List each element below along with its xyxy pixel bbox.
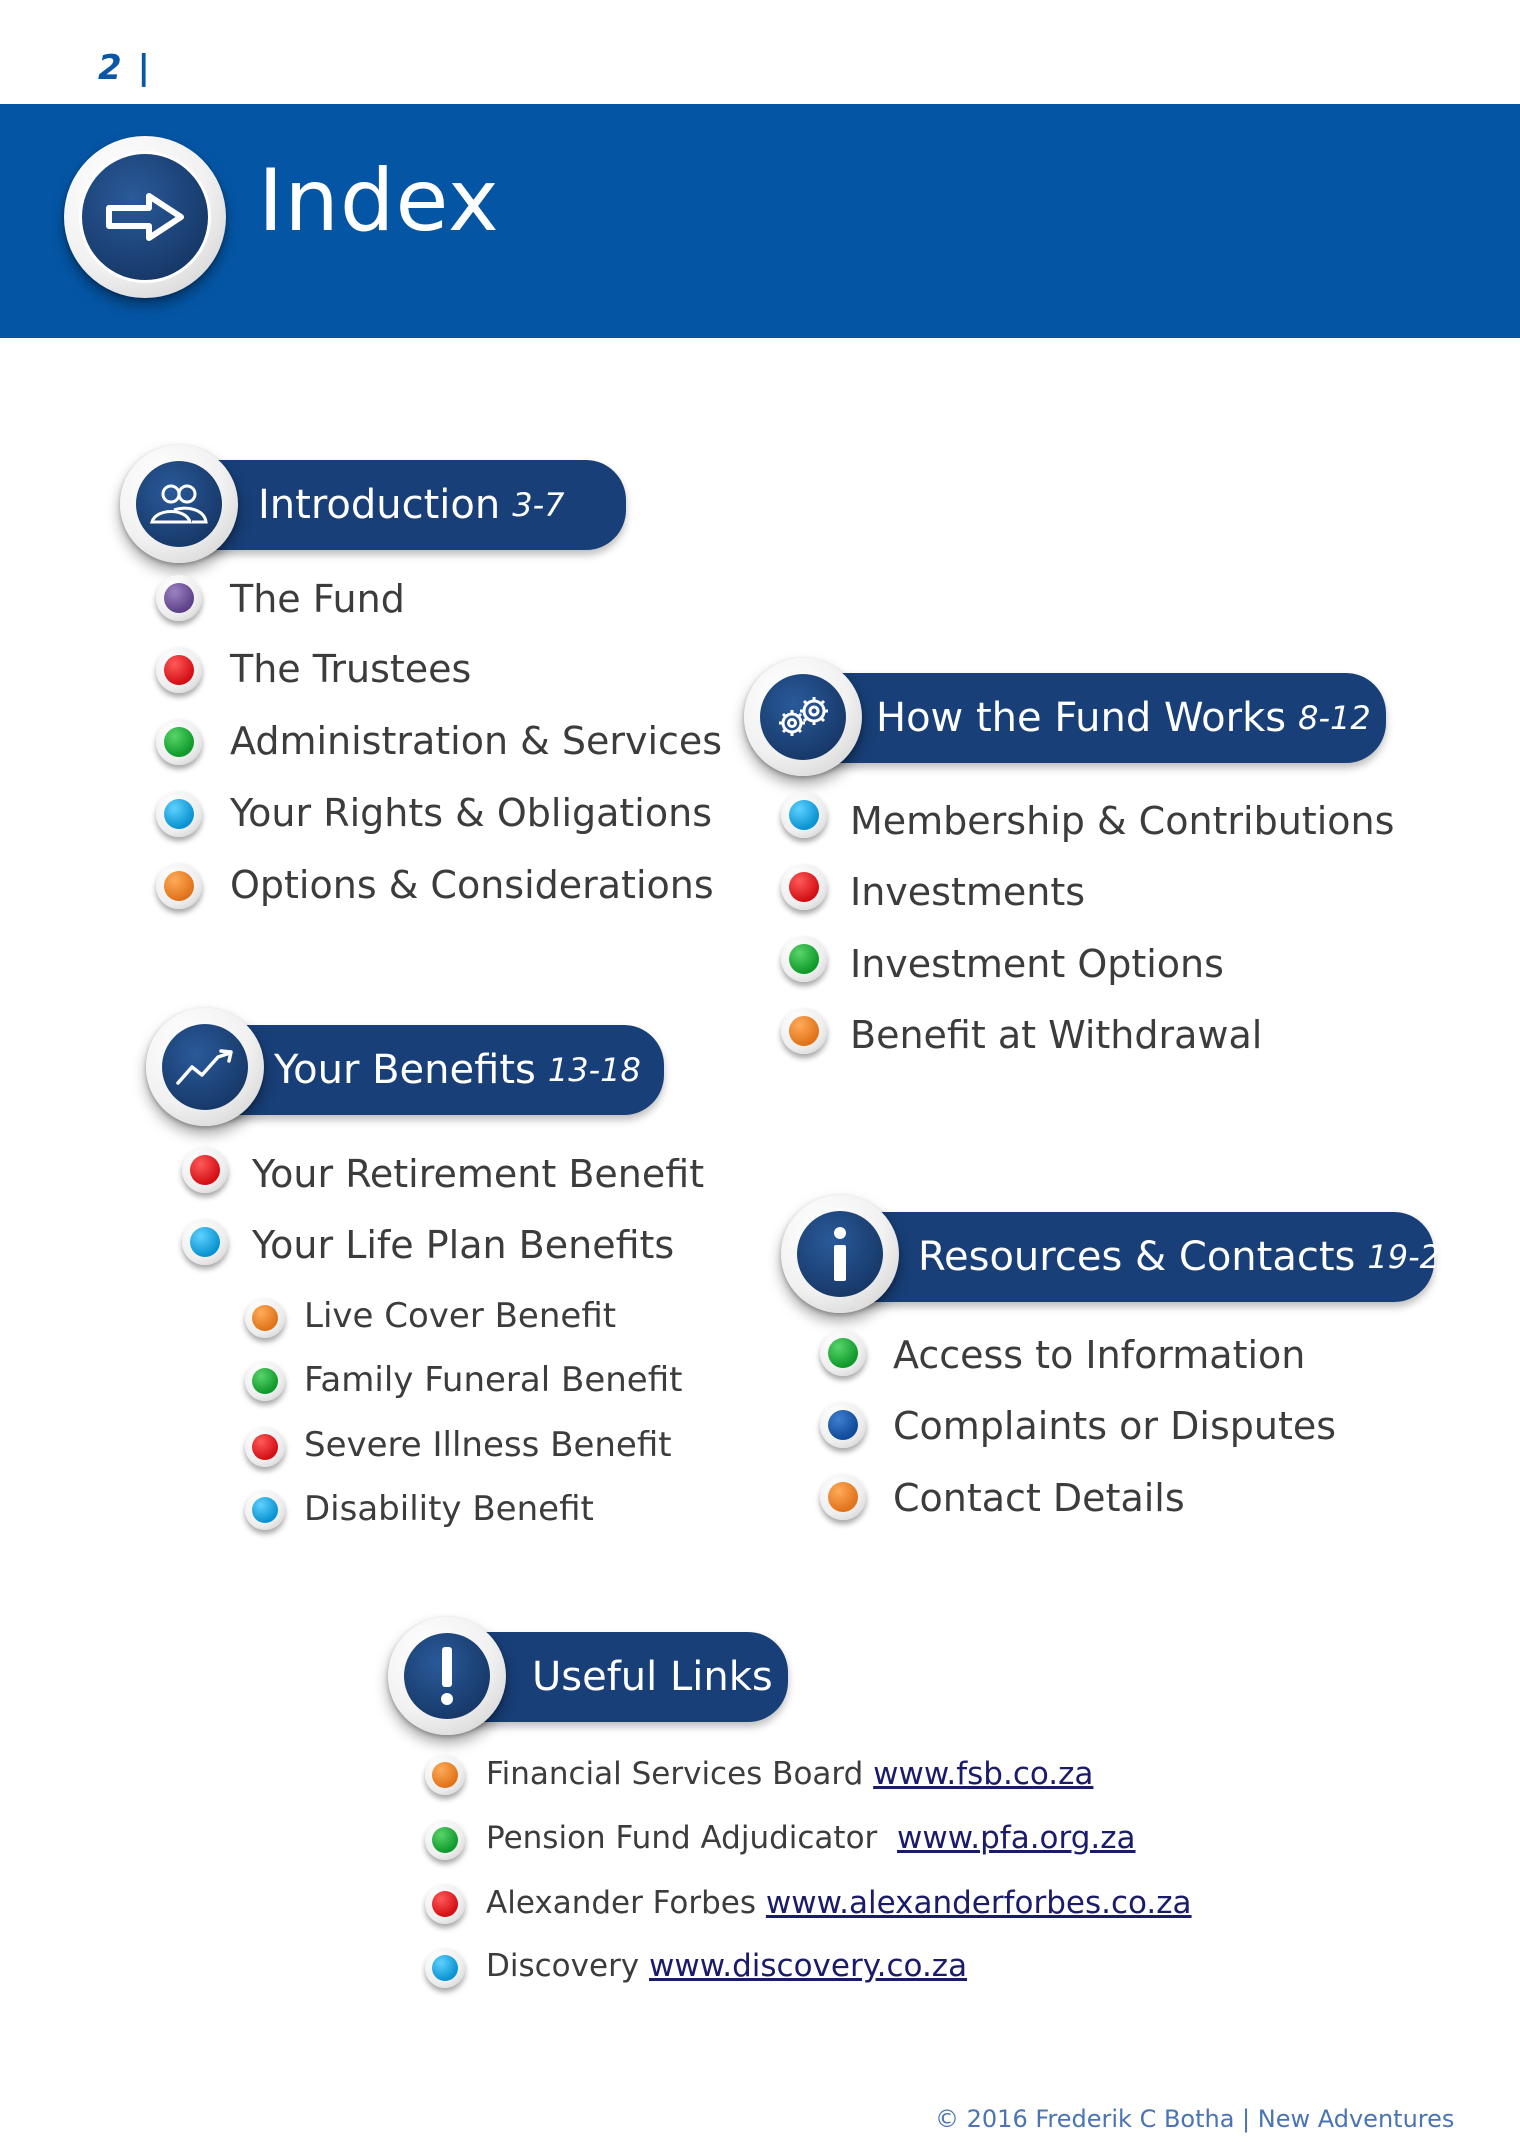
footer-copyright: © 2016 Frederik C Botha | New Adventures bbox=[935, 2105, 1455, 2133]
link-label: Financial Services Board bbox=[486, 1756, 864, 1792]
list-item[interactable]: The Fund bbox=[230, 577, 405, 621]
list-item[interactable]: Contact Details bbox=[893, 1476, 1185, 1520]
link-label: Alexander Forbes bbox=[486, 1885, 757, 1921]
how-fund-works-medallion bbox=[744, 658, 862, 776]
bullet-dot bbox=[425, 1755, 465, 1795]
section-resources-header[interactable] bbox=[862, 1212, 1461, 1302]
bullet-dot bbox=[156, 791, 202, 837]
section-introduction-header[interactable] bbox=[200, 460, 626, 550]
link-url[interactable]: www.discovery.co.za bbox=[649, 1948, 968, 1984]
bullet-dot bbox=[781, 792, 827, 838]
bullet-dot bbox=[425, 1948, 465, 1988]
introduction-medallion bbox=[120, 445, 238, 563]
bullet-dot bbox=[781, 864, 827, 910]
bullet-dot bbox=[781, 936, 827, 982]
list-item[interactable]: The Trustees bbox=[230, 647, 472, 691]
bullet-dot bbox=[245, 1361, 285, 1401]
list-item[interactable]: Your Retirement Benefit bbox=[252, 1152, 705, 1196]
link-url[interactable]: www.alexanderforbes.co.za bbox=[765, 1885, 1192, 1921]
bullet-dot bbox=[182, 1219, 228, 1265]
link-label: Pension Fund Adjudicator bbox=[486, 1820, 878, 1856]
list-item[interactable]: Investment Options bbox=[850, 942, 1224, 986]
link-item[interactable] bbox=[486, 1948, 968, 1984]
bullet-dot bbox=[245, 1298, 285, 1338]
bullet-dot bbox=[781, 1008, 827, 1054]
bullet-dot bbox=[820, 1474, 866, 1520]
link-item[interactable] bbox=[486, 1756, 1094, 1792]
gears-icon bbox=[760, 674, 846, 760]
bullet-dot bbox=[245, 1490, 285, 1530]
section-title: How the Fund Works bbox=[876, 695, 1287, 741]
section-title: Introduction bbox=[258, 482, 501, 528]
list-item[interactable]: Complaints or Disputes bbox=[893, 1404, 1337, 1448]
link-url[interactable]: www.pfa.org.za bbox=[897, 1820, 1136, 1856]
list-item[interactable]: Options & Considerations bbox=[230, 863, 714, 907]
list-item[interactable]: Benefit at Withdrawal bbox=[850, 1013, 1263, 1057]
bullet-dot bbox=[156, 647, 202, 693]
section-pages: 8-12 bbox=[1298, 699, 1371, 737]
section-your-benefits-header[interactable] bbox=[226, 1025, 664, 1115]
section-useful-links-header[interactable] bbox=[470, 1632, 788, 1722]
list-item[interactable]: Your Rights & Obligations bbox=[230, 791, 712, 835]
page-number: 2 | bbox=[98, 48, 152, 88]
trend-chart-icon bbox=[162, 1024, 248, 1110]
link-url[interactable]: www.fsb.co.za bbox=[873, 1756, 1094, 1792]
link-label: Discovery bbox=[486, 1948, 640, 1984]
your-benefits-medallion bbox=[146, 1008, 264, 1126]
section-pages: 19-20 bbox=[1367, 1238, 1461, 1276]
section-pages: 3-7 bbox=[512, 486, 565, 524]
bullet-dot bbox=[156, 575, 202, 621]
index-medallion bbox=[64, 136, 226, 298]
bullet-dot bbox=[182, 1147, 228, 1193]
bullet-dot bbox=[425, 1820, 465, 1860]
link-item[interactable] bbox=[486, 1820, 1136, 1856]
section-pages: 13-18 bbox=[547, 1051, 641, 1089]
bullet-dot bbox=[820, 1402, 866, 1448]
people-icon bbox=[136, 461, 222, 547]
section-title: Useful Links bbox=[532, 1654, 773, 1700]
link-item[interactable] bbox=[486, 1885, 1192, 1921]
bullet-dot bbox=[156, 719, 202, 765]
arrow-right-icon bbox=[79, 151, 211, 283]
useful-links-medallion bbox=[388, 1617, 506, 1735]
list-item[interactable]: Investments bbox=[850, 870, 1086, 914]
sub-list-item[interactable]: Family Funeral Benefit bbox=[304, 1360, 683, 1400]
resources-medallion bbox=[781, 1195, 899, 1313]
list-item[interactable]: Your Life Plan Benefits bbox=[252, 1223, 675, 1267]
header-banner bbox=[0, 104, 1520, 338]
list-item[interactable]: Access to Information bbox=[893, 1333, 1306, 1377]
exclamation-icon bbox=[404, 1633, 490, 1719]
bullet-dot bbox=[156, 863, 202, 909]
sub-list-item[interactable]: Severe Illness Benefit bbox=[304, 1425, 672, 1465]
bullet-dot bbox=[425, 1884, 465, 1924]
section-title: Resources & Contacts bbox=[918, 1234, 1356, 1280]
list-item[interactable]: Membership & Contributions bbox=[850, 799, 1395, 843]
bullet-dot bbox=[245, 1427, 285, 1467]
bullet-dot bbox=[820, 1330, 866, 1376]
section-how-fund-works-header[interactable] bbox=[820, 673, 1386, 763]
sub-list-item[interactable]: Disability Benefit bbox=[304, 1489, 594, 1529]
section-title: Your Benefits bbox=[274, 1047, 536, 1093]
sub-list-item[interactable]: Live Cover Benefit bbox=[304, 1296, 617, 1336]
page-title: Index bbox=[258, 151, 500, 251]
list-item[interactable]: Administration & Services bbox=[230, 719, 723, 763]
info-icon bbox=[797, 1211, 883, 1297]
